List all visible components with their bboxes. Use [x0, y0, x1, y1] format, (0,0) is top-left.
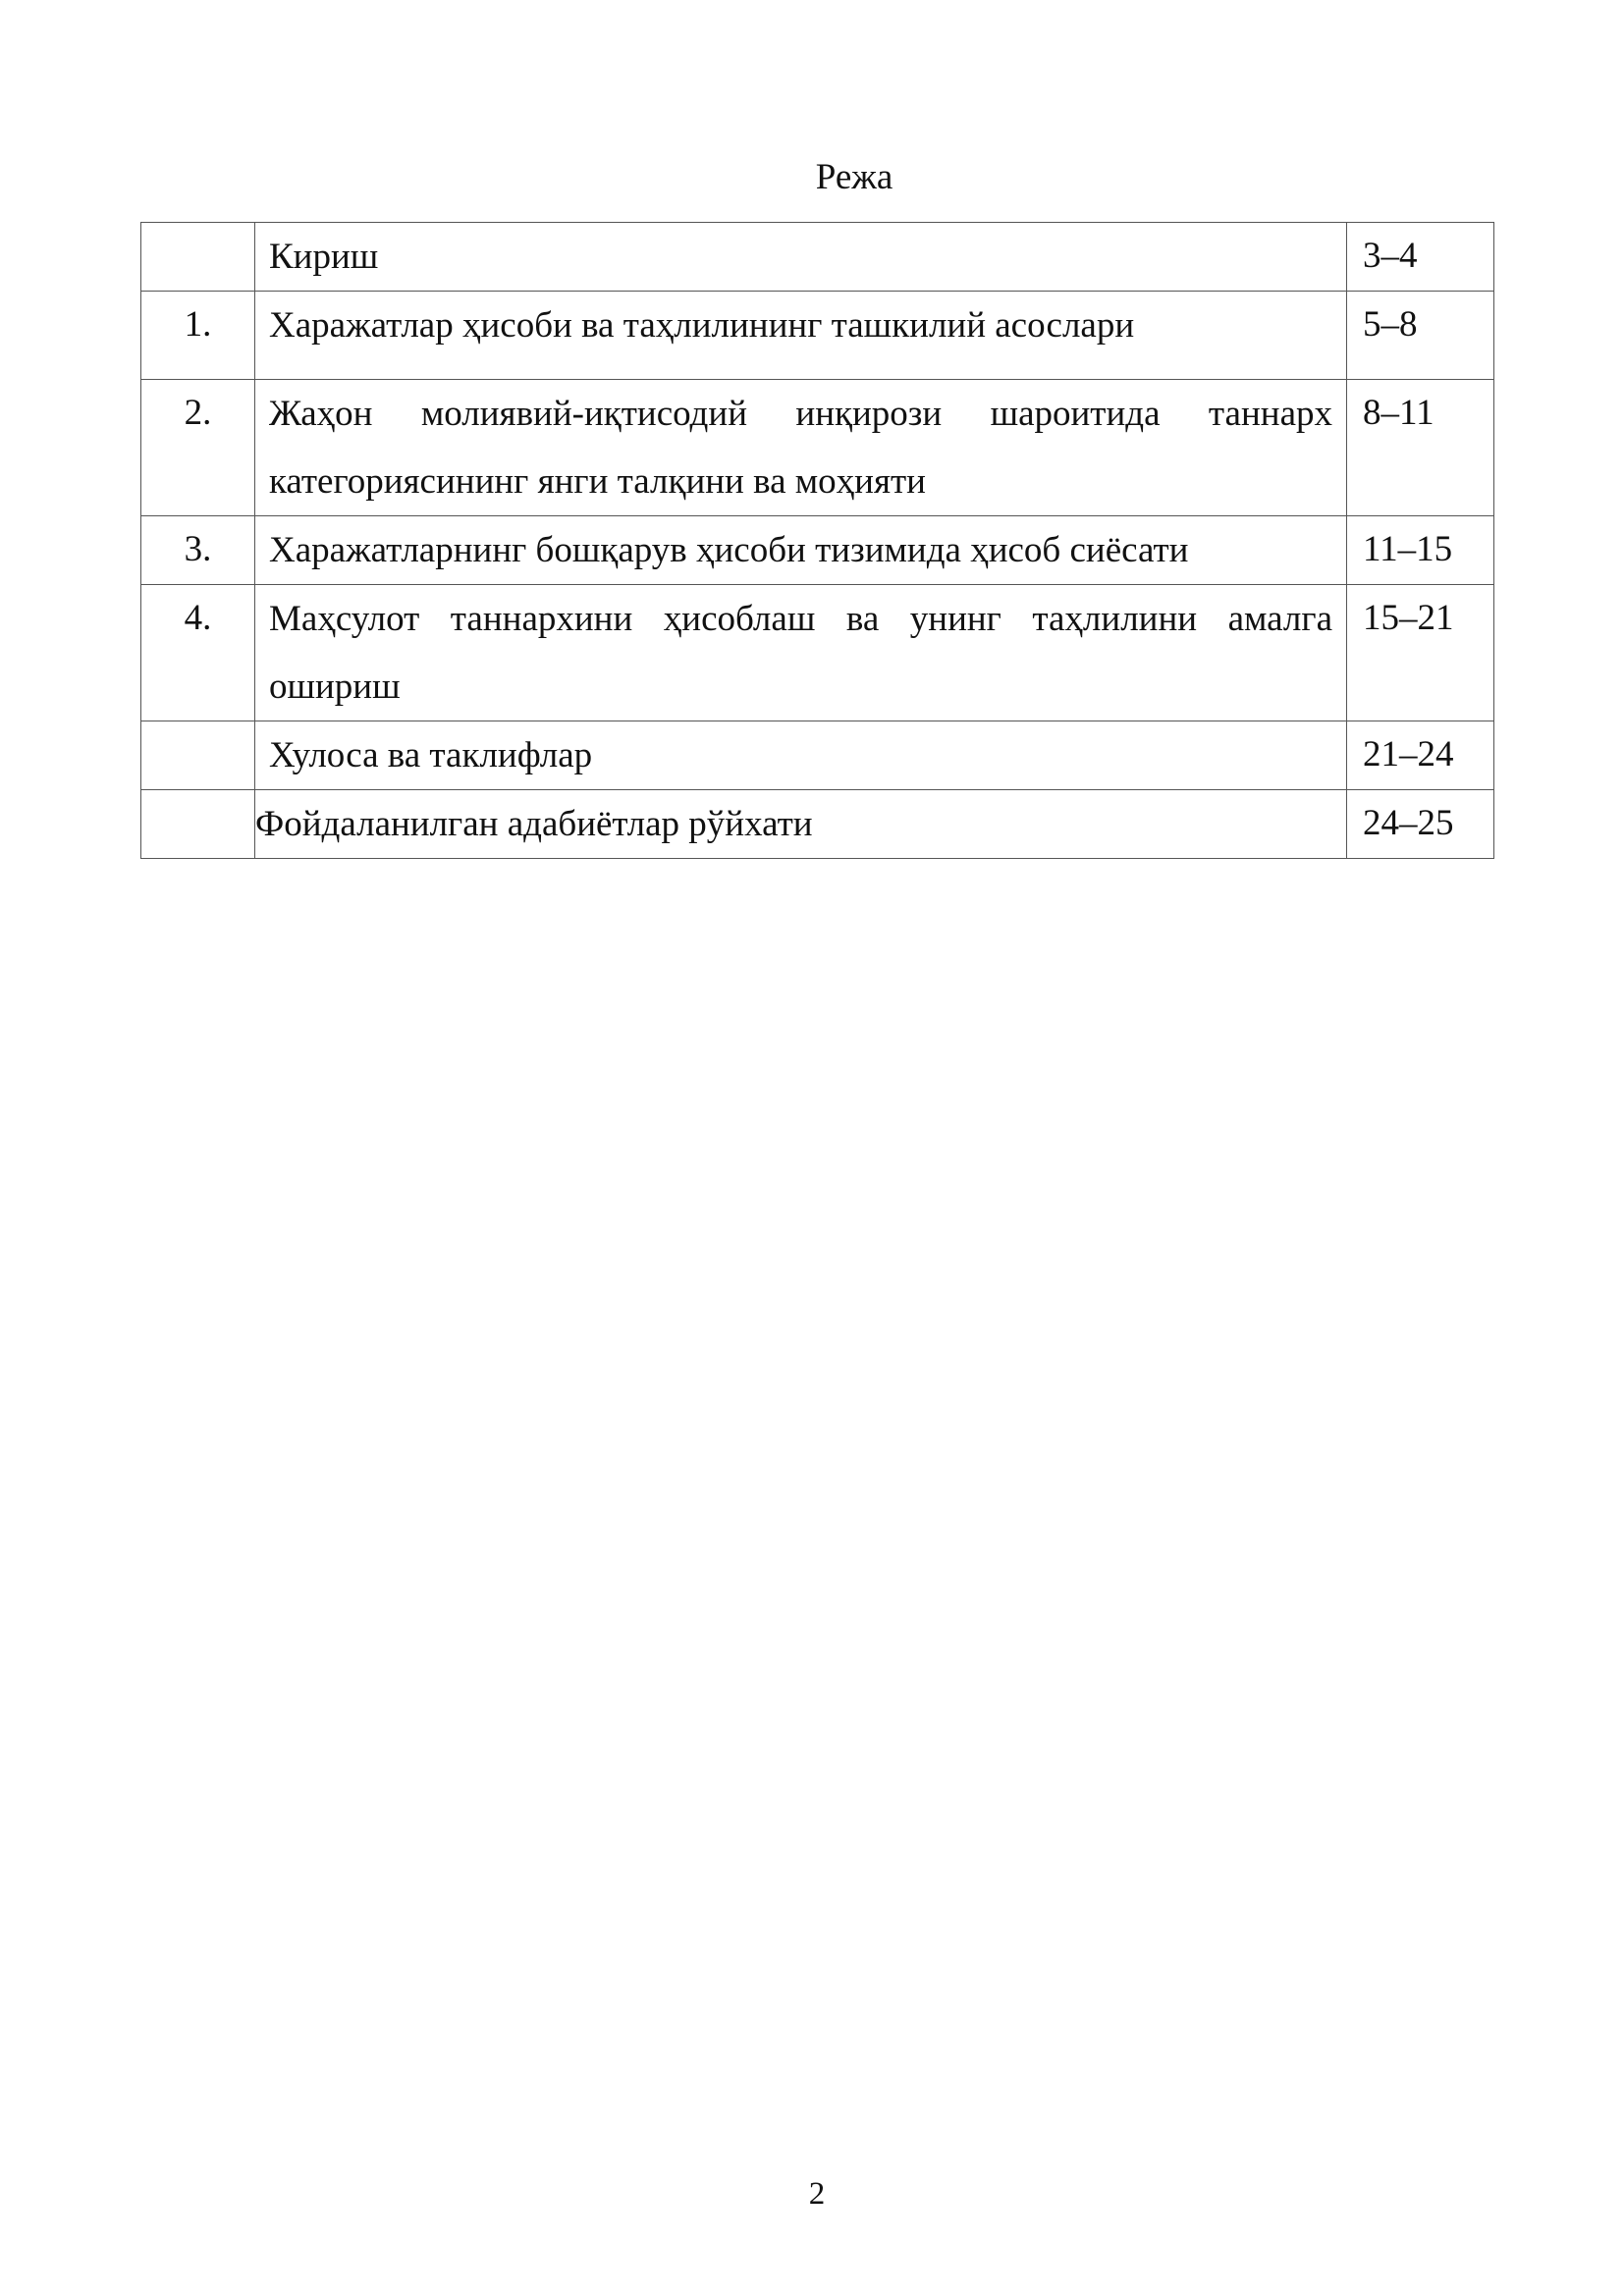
- toc-row-chapter-2: [141, 380, 1494, 516]
- toc-row-pages: 11–15: [1347, 516, 1494, 585]
- toc-row-introduction: [141, 223, 1494, 292]
- toc-row-title: Харажатларнинг бошқарув ҳисоби тизимида ҳисоб сиёсати: [255, 516, 1347, 585]
- toc-row-number: 4.: [141, 585, 255, 721]
- toc-row-number: 3.: [141, 516, 255, 585]
- toc-row-chapter-1: [141, 292, 1494, 380]
- toc-row-chapter-4: [141, 585, 1494, 721]
- page-number: 2: [808, 2176, 826, 2212]
- toc-row-pages: 24–25: [1347, 790, 1494, 859]
- toc-row-conclusion: [141, 721, 1494, 790]
- toc-row-title: Кириш: [255, 223, 1347, 292]
- toc-row-pages: 8–11: [1347, 380, 1494, 516]
- toc-row-title: Маҳсулот таннархини ҳисоблаш ва унинг таҳлилини амалга ошириш: [255, 585, 1347, 721]
- toc-row-title: Хулоса ва таклифлар: [255, 721, 1347, 790]
- toc-row-pages: 15–21: [1347, 585, 1494, 721]
- table-of-contents: [140, 222, 1494, 859]
- toc-row-pages: 3–4: [1347, 223, 1494, 292]
- toc-row-number: 2.: [141, 380, 255, 516]
- toc-row-title: Харажатлар ҳисоби ва таҳлилининг ташкилий асослари: [255, 292, 1347, 380]
- toc-row-references: [141, 790, 1494, 859]
- toc-row-number: [141, 223, 255, 292]
- toc-row-number: [141, 721, 255, 790]
- toc-row-chapter-3: [141, 516, 1494, 585]
- page-title: Режа: [815, 157, 893, 197]
- toc-row-pages: 21–24: [1347, 721, 1494, 790]
- toc-row-title: Фойдаланилган адабиётлар рўйхати: [255, 790, 1347, 859]
- toc-row-title: Жаҳон молиявий-иқтисодий инқирози шароитида таннарх категориясининг янги талқини ва моҳияти: [255, 380, 1347, 516]
- toc-row-pages: 5–8: [1347, 292, 1494, 380]
- toc-row-number: [141, 790, 255, 859]
- toc-row-number: 1.: [141, 292, 255, 380]
